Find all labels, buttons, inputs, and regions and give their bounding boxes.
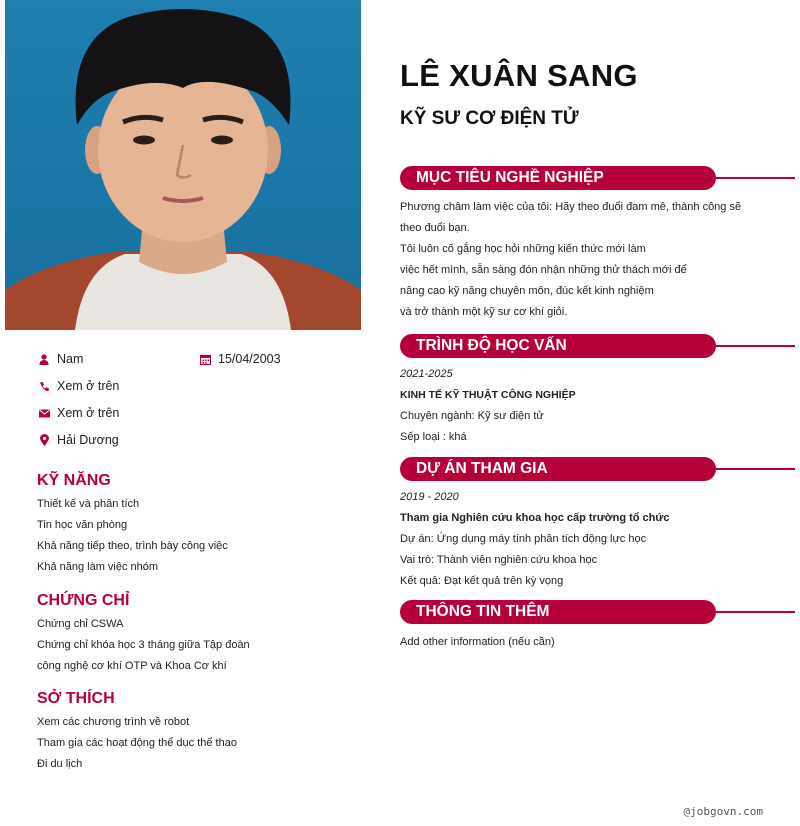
list-item: Chứng chỉ khóa học 3 tháng giữa Tập đoàn (37, 639, 250, 651)
location-icon (37, 433, 51, 447)
list-item: Khả năng làm việc nhóm (37, 561, 159, 573)
certificates-heading: CHỨNG CHỈ (37, 592, 130, 609)
birthdate-row (198, 352, 281, 366)
list-item: Đi du lịch (37, 758, 83, 770)
candidate-name: LÊ XUÂN SANG (400, 58, 638, 93)
gender-text: Nam (57, 352, 84, 366)
project-name: Tham gia Nghiên cứu khoa học cấp trường tổ chức (400, 512, 670, 524)
additional-banner (400, 600, 795, 624)
list-item: Tham gia các hoạt động thể dục thể thao (37, 737, 237, 749)
job-title: KỸ SƯ CƠ ĐIỆN TỬ (400, 108, 579, 129)
objective-text (400, 199, 741, 325)
additional-text: Add other information (nếu cần) (400, 636, 555, 648)
objective-line: Phương châm làm việc của tôi: Hãy theo đuổi đam mê, thành công sẽ (400, 201, 742, 213)
address-text: Hải Dương (57, 433, 119, 447)
projects-banner (400, 457, 795, 481)
divider (716, 345, 795, 347)
hobbies-heading: SỞ THÍCH (37, 690, 115, 707)
project-period: 2019 - 2020 (400, 491, 459, 503)
projects-details (400, 489, 669, 594)
list-item: Khả năng tiếp theo, trình bày công việc (37, 540, 228, 552)
education-grade: Sếp loại : khá (400, 431, 467, 443)
education-period: 2021-2025 (400, 368, 453, 380)
objective-line: việc hết mình, sẵn sàng đón nhận những thử thách mới để (400, 264, 687, 276)
list-item: Chứng chỉ CSWA (37, 618, 124, 630)
birthdate-text: 15/04/2003 (218, 352, 281, 366)
objective-line: và trở thành một kỹ sư cơ khí giỏi. (400, 306, 568, 318)
list-item: Thiết kế và phân tích (37, 498, 140, 510)
phone-icon (37, 379, 51, 393)
objective-heading: MỤC TIÊU NGHỀ NGHIỆP (400, 166, 716, 190)
calendar-icon (198, 352, 212, 366)
person-icon (37, 352, 51, 366)
education-school: KINH TẾ KỸ THUẬT CÔNG NGHIỆP (400, 389, 576, 401)
objective-line: theo đuổi bạn. (400, 222, 470, 234)
education-heading: TRÌNH ĐỘ HỌC VẤN (400, 334, 716, 358)
project-result: Kết quả: Đạt kết quả trên kỳ vọng (400, 575, 564, 587)
list-item: Tin học văn phòng (37, 519, 128, 531)
list-item: công nghệ cơ khí OTP và Khoa Cơ khí (37, 660, 227, 672)
watermark: @jobgovn.com (683, 805, 763, 818)
gender-row (37, 352, 83, 366)
email-icon (37, 406, 51, 420)
email-row (37, 406, 119, 420)
additional-heading: THÔNG TIN THÊM (400, 600, 716, 624)
divider (716, 468, 795, 470)
skills-list (37, 496, 228, 580)
objective-line: Tôi luôn cố gắng học hỏi những kiến thức mới làm (400, 243, 646, 255)
divider (716, 611, 795, 613)
phone-text: Xem ở trên (57, 379, 120, 393)
phone-row (37, 379, 119, 393)
address-row (37, 433, 119, 447)
education-details (400, 366, 576, 450)
hobbies-list (37, 714, 237, 777)
additional-details (400, 634, 555, 655)
projects-heading: DỰ ÁN THAM GIA (400, 457, 716, 481)
project-role: Vai trò: Thành viên nghiên cứu khoa học (400, 554, 598, 566)
email-text: Xem ở trên (57, 406, 120, 420)
skills-heading: KỸ NĂNG (37, 472, 111, 489)
objective-line: nâng cao kỹ năng chuyên môn, đúc kết kinh nghiệm (400, 285, 654, 297)
certificates-list (37, 616, 250, 679)
education-major: Chuyên ngành: Kỹ sư điện tử (400, 410, 544, 422)
project-description: Dự án: Ứng dụng máy tính phân tích động lực học (400, 533, 647, 545)
list-item: Xem các chương trình về robot (37, 716, 190, 728)
divider (716, 177, 795, 179)
objective-banner (400, 166, 795, 190)
education-banner (400, 334, 795, 358)
profile-photo (5, 0, 361, 330)
